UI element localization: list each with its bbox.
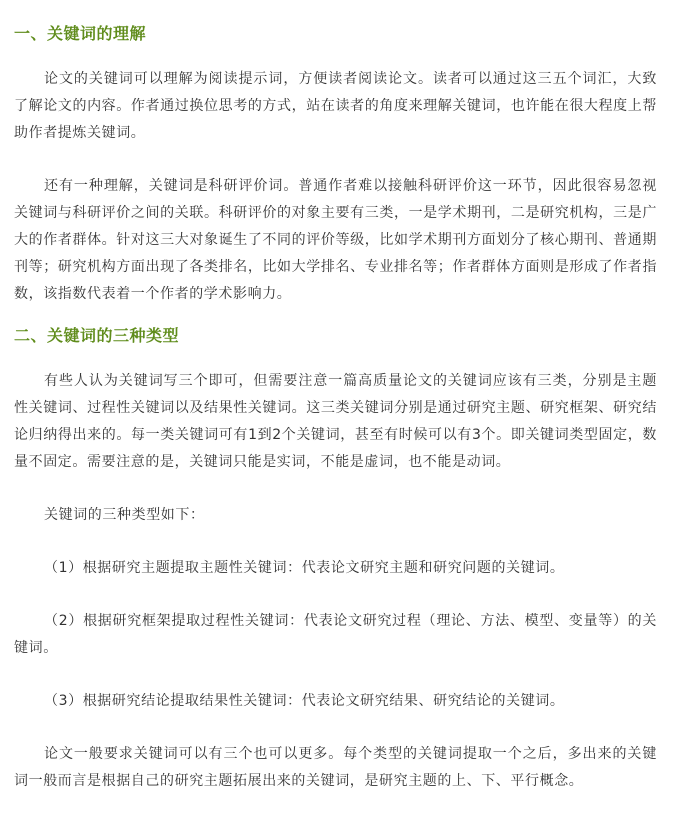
paragraph-types-intro: 有些人认为关键词写三个即可，但需要注意一篇高质量论文的关键词应该有三类，分别是主题性关键词、过程性关键词以及结果性关键词。这三类关键词分别是通过研究主题、研究框架、研究结论归纳得出来的。每一类关键词可有1到2个关键词，甚至有时候可以有3个。即关键词类型固定，数量不固定。需要注意的是，关键词只能是实词，不能是虚词，也不能是动词。 [14,373,657,470]
list-item-result: （3）根据研究结论提取结果性关键词：代表论文研究结果、研究结论的关键词。 [44,693,565,709]
paragraph-list-intro: 关键词的三种类型如下： [44,507,205,523]
paragraph-reading-hint: 论文的关键词可以理解为阅读提示词，方便读者阅读论文。读者可以通过这三五个词汇，大致了解论文的内容。作者通过换位思考的方式，站在读者的角度来理解关键词，也许能在很大程度上帮助作者提炼关键词。 [14,71,657,141]
section-heading-types: 二、关键词的三种类型 [14,326,180,345]
paragraph-closing: 论文一般要求关键词可以有三个也可以更多。每个类型的关键词提取一个之后，多出来的关键词一般而言是根据自己的研究主题拓展出来的关键词，是研究主题的上、下、平行概念。 [14,746,657,789]
list-item-topic: （1）根据研究主题提取主题性关键词：代表论文研究主题和研究问题的关键词。 [44,560,565,576]
section-heading-understanding: 一、关键词的理解 [14,24,147,43]
list-item-process: （2）根据研究框架提取过程性关键词：代表论文研究过程（理论、方法、模型、变量等）的关键词。 [14,613,657,656]
paragraph-evaluation: 还有一种理解，关键词是科研评价词。普通作者难以接触科研评价这一环节，因此很容易忽视关键词与科研评价之间的关联。科研评价的对象主要有三类，一是学术期刊，二是研究机构，三是广大的作者群体。针对这三大对象诞生了不同的评价等级，比如学术期刊方面划分了核心期刊、普通期刊等；研究机构方面出现了各类排名，比如大学排名、专业排名等；作者群体方面则是形成了作者指数，该指数代表着一个作者的学术影响力。 [14,178,657,302]
